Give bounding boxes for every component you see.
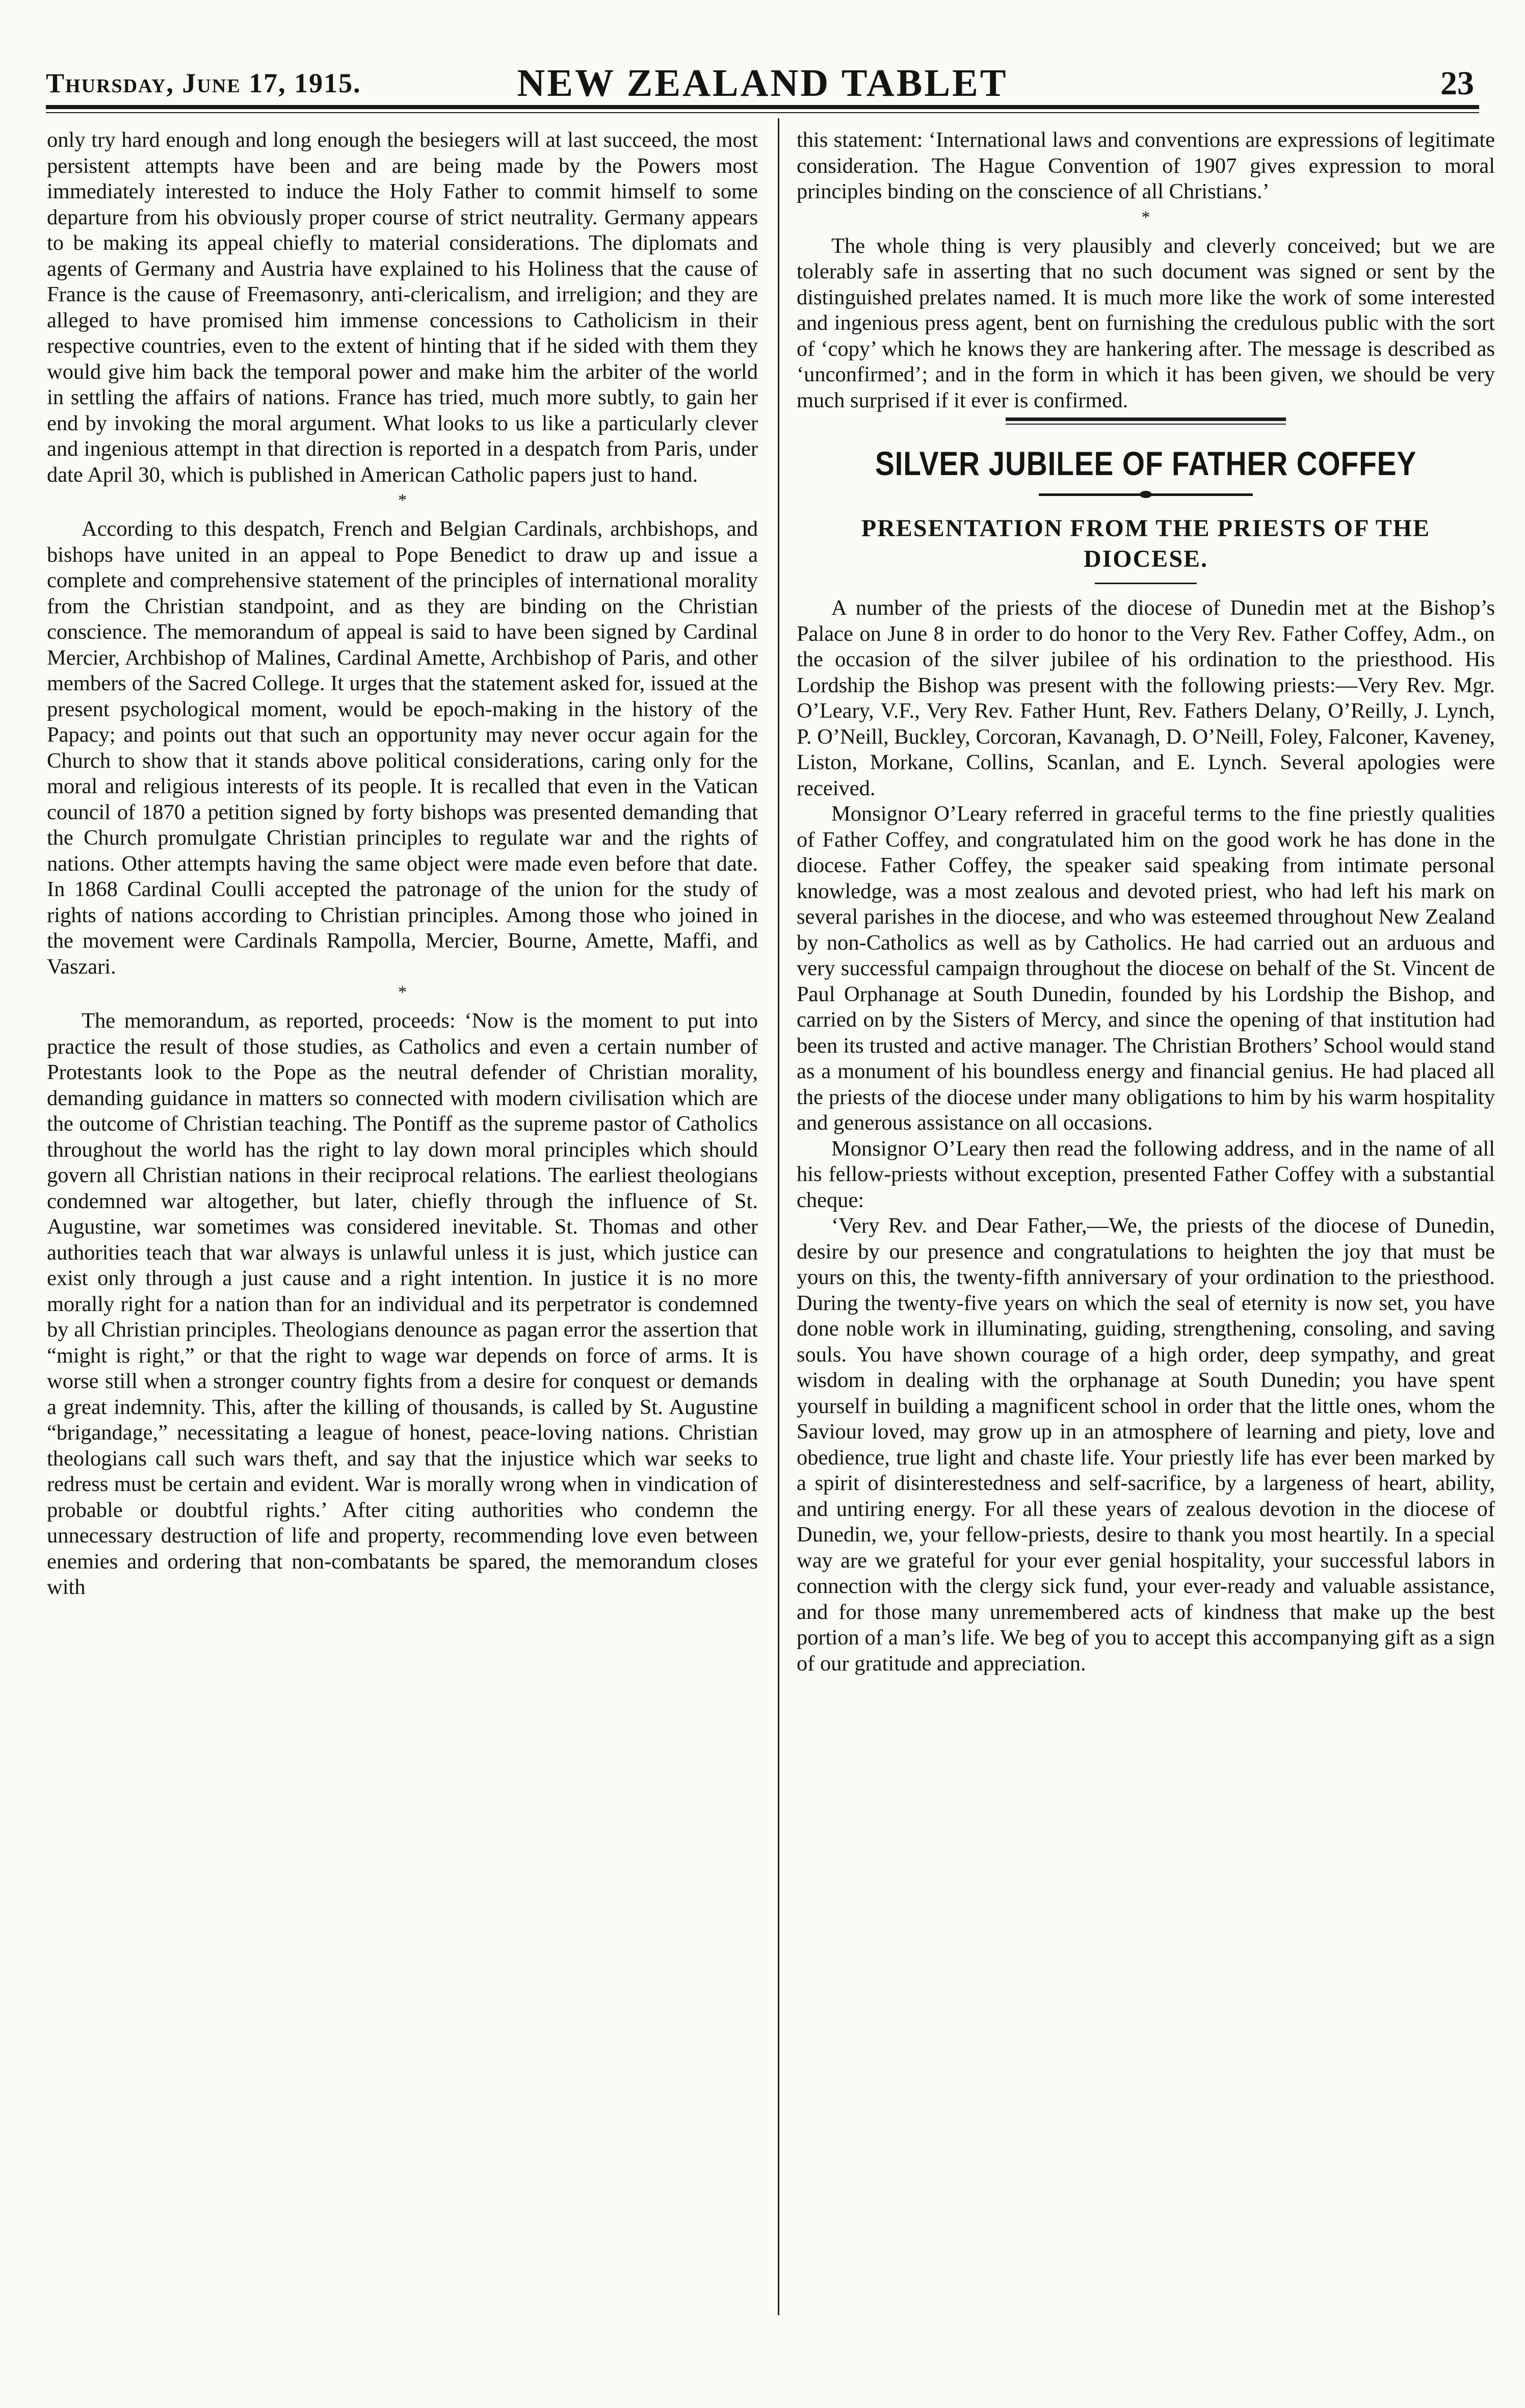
ornament-diamond-icon: [1140, 491, 1152, 498]
article-subheadline: PRESENTATION FROM THE PRIESTS OF THE DIOCESE.: [861, 515, 1431, 572]
article-paragraph-2: Monsignor O’Leary referred in graceful terms to the fine priestly qualities of Father Coffey, and congratulated him on the good work he has done in the diocese. Father Coffey, the speaker said speaking from intimate personal knowledge, was a most zealous and devoted priest, who had left his mark on several parishes in the diocese, and who was esteemed throughout New Zealand by non-Catholics as well as by Catholics. He had carried out an arduous and very successful campaign throughout the diocese on behalf of the St. Vincent de Paul Orphanage at South Dunedin, founded by his Lordship the Bishop, and carried on by the Sisters of Mercy, and since the opening of that institution had been its trusted and active manager. The Christian Brothers’ School would stand as a monument of his boundless energy and financial genius. He had placed all the priests of the diocese under many obligations to him by his warm hospitality and generous assistance on all occasions.: [797, 802, 1495, 1135]
article-paragraph-4: ‘Very Rev. and Dear Father,—We, the priests of the diocese of Dunedin, desire by our presence and congratulations to heighten the joy that must be yours on this, the twenty-fifth anniversary of your ordination to the priesthood. During the twenty-five years on which the seal of eternity is now set, you have done noble work in illuminating, guiding, strengthening, consoling, and saving souls. You have shown courage of a high order, deep sympathy, and great wisdom in dealing with the orphanage at South Dunedin; you have spent yourself in building a magnificent school in order that the little ones, whom the Saviour loved, may grow up in an atmosphere of learning and piety, love and obedience, true light and chaste life. Your priestly life has ever been marked by a spirit of disinterestedness and self-sacrifice, by a largeness of heart, ability, and untiring energy. For all these years of zealous devotion in the diocese of Dunedin, we, your fellow-priests, desire to thank you most heartily. In a special way are we grateful for your ever genial hospitality, your successful labors in connection with the clergy sick fund, your ever-ready and valuable assistance, and for those many unremembered acts of kindness that make up the best portion of a man’s life. We beg of you to accept this accompanying gift as a sign of our gratitude and appreciation.: [797, 1214, 1495, 1676]
header-rule: [46, 105, 1479, 109]
asterisk-separator: *: [398, 983, 407, 1002]
right-paragraph-1: this statement: ‘International laws and conventions are expressions of legitimate consideration. The Hague Convention of 1907 gives expression to moral principles binding on the conscience of all Christians.’: [797, 128, 1495, 203]
section-rule-thin: [1006, 424, 1286, 425]
ornament-bar-right: [1151, 493, 1253, 496]
column-divider: [778, 118, 779, 2315]
subhead-rule: [1095, 583, 1197, 584]
article-paragraph-3: Monsignor O’Leary then read the following address, and in the name of all his fellow-priests without exception, presented Father Coffey with a substantial cheque:: [797, 1136, 1495, 1212]
left-paragraph-3: The memorandum, as reported, proceeds: ‘Now is the moment to put into practice the result of those studies, as Catholics and even a certain number of Protestants look to the Pope as the neutral defender of Christian morality, demanding guidance in matters so connected with modern civilisation which are the outcome of Christian teaching. The Pontiff as the supreme pastor of Catholics throughout the world has the right to lay down moral principles which should govern all Christian nations in their reciprocal relations. The earliest theologians condemned war altogether, but later, chiefly through the influence of St. Augustine, war sometimes was considered inevitable. St. Thomas and other authorities teach that war always is unlawful unless it is just, which justice can exist only through a just cause and a right intention. In justice it is no more morally right for a nation than for an individual and its perpetrator is condemned by all Christian principles. Theologians denounce as pagan error the assertion that “might is right,” or that the right to wage war depends on force of arms. It is worse still when a stronger country fights from a desire for conquest or demands a great indemnity. This, after the killing of thousands, is called by St. Augustine “brigandage,” necessitating a league of honest, peace-loving nations. Christian theologians call such wars theft, and say that the injustice which war seeks to redress must be certain and evident. War is morally wrong when in vindication of probable or doubtful rights.’ After citing authorities who condemn the unnecessary destruction of life and property, recommending love even between enemies and ordering that non-combatants be spared, the memorandum closes with: [47, 1009, 758, 1599]
page-number: 23: [1440, 65, 1474, 102]
asterisk-separator: *: [398, 491, 407, 510]
asterisk-separator: *: [1141, 207, 1150, 227]
ornament-bar-left: [1039, 493, 1141, 496]
section-rule: [1006, 417, 1286, 421]
left-paragraph-1: only try hard enough and long enough the besiegers will at last succeed, the most persistent attempts have been and are being made by the Powers most immediately interested to induce the Holy Father to commit himself to some departure from his obviously proper course of strict neutrality. Germany appears to be making its appeal chiefly to material considerations. The diplomats and agents of Germany and Austria have explained to his Holiness that the cause of France is the cause of Freemasonry, anti-clericalism, and irreligion; and they are alleged to have promised him immense concessions to Catholicism in their respective countries, even to the extent of hinting that if he sided with them they would give him back the temporal power and make him the arbiter of the world in settling the affairs of nations. France has tried, much more subtly, to gain her end by invoking the moral argument. What looks to us like a particularly clever and ingenious attempt in that direction is reported in a despatch from Paris, under date April 30, which is published in American Catholic papers just to hand.: [47, 128, 758, 487]
headline-ornament: [797, 491, 1495, 498]
issue-date: Thursday, June 17, 1915.: [46, 68, 361, 98]
right-paragraph-2: The whole thing is very plausibly and cleverly conceived; but we are tolerably safe in asserting that no such document was signed or sent by the distinguished prelates named. It is much more like the work of some interested and ingenious press agent, bent on furnishing the credulous public with the sort of ‘copy’ which he knows they are hankering after. The message is described as ‘unconfirmed’; and in the form in which it has been given, we should be very much surprised if it ever is confirmed.: [797, 233, 1495, 412]
page-header: [46, 61, 1479, 107]
article-headline: SILVER JUBILEE OF FATHER COFFEY: [875, 444, 1417, 482]
masthead-title: NEW ZEALAND TABLET: [517, 62, 1008, 104]
left-column: [47, 127, 758, 1601]
article-paragraph-1: A number of the priests of the diocese of Dunedin met at the Bishop’s Palace on June 8 in order to do honor to the Very Rev. Father Coffey, Adm., on the occasion of the silver jubilee of his ordination to the priesthood. His Lordship the Bishop was present with the following priests:—Very Rev. Mgr. O’Leary, V.F., Very Rev. Father Hunt, Rev. Fathers Delany, O’Reilly, J. Lynch, P. O’Neill, Buckley, Corcoran, Kavanagh, D. O’Neill, Foley, Falconer, Kaveney, Liston, Morkane, Collins, Scanlan, and E. Lynch. Several apologies were received.: [797, 596, 1495, 800]
right-column: [797, 127, 1495, 1677]
header-rule-thin: [46, 112, 1479, 113]
left-paragraph-2: According to this despatch, French and Belgian Cardinals, archbishops, and bishops have united in an appeal to Pope Benedict to draw up and issue a complete and comprehensive statement of the principles of international morality from the Christian standpoint, and as they are binding on the Christian conscience. The memorandum of appeal is said to have been signed by Cardinal Mercier, Archbishop of Malines, Cardinal Amette, Archbishop of Paris, and other members of the Sacred College. It urges that the statement asked for, issued at the present psychological moment, would be epoch-making in the history of the Papacy; and points out that such an opportunity may never occur again for the Church to show that it stands above political considerations, caring only for the moral and religious interests of its people. It is recalled that even in the Vatican council of 1870 a petition signed by forty bishops was presented demanding that the Church promulgate Christian principles to regulate war and the rights of nations. Other attempts having the same object were made even before that date. In 1868 Cardinal Coulli accepted the patronage of the union for the study of rights of nations according to Christian principles. Among those who joined in the movement were Cardinals Rampolla, Mercier, Bourne, Amette, Maffi, and Vaszari.: [47, 517, 758, 979]
